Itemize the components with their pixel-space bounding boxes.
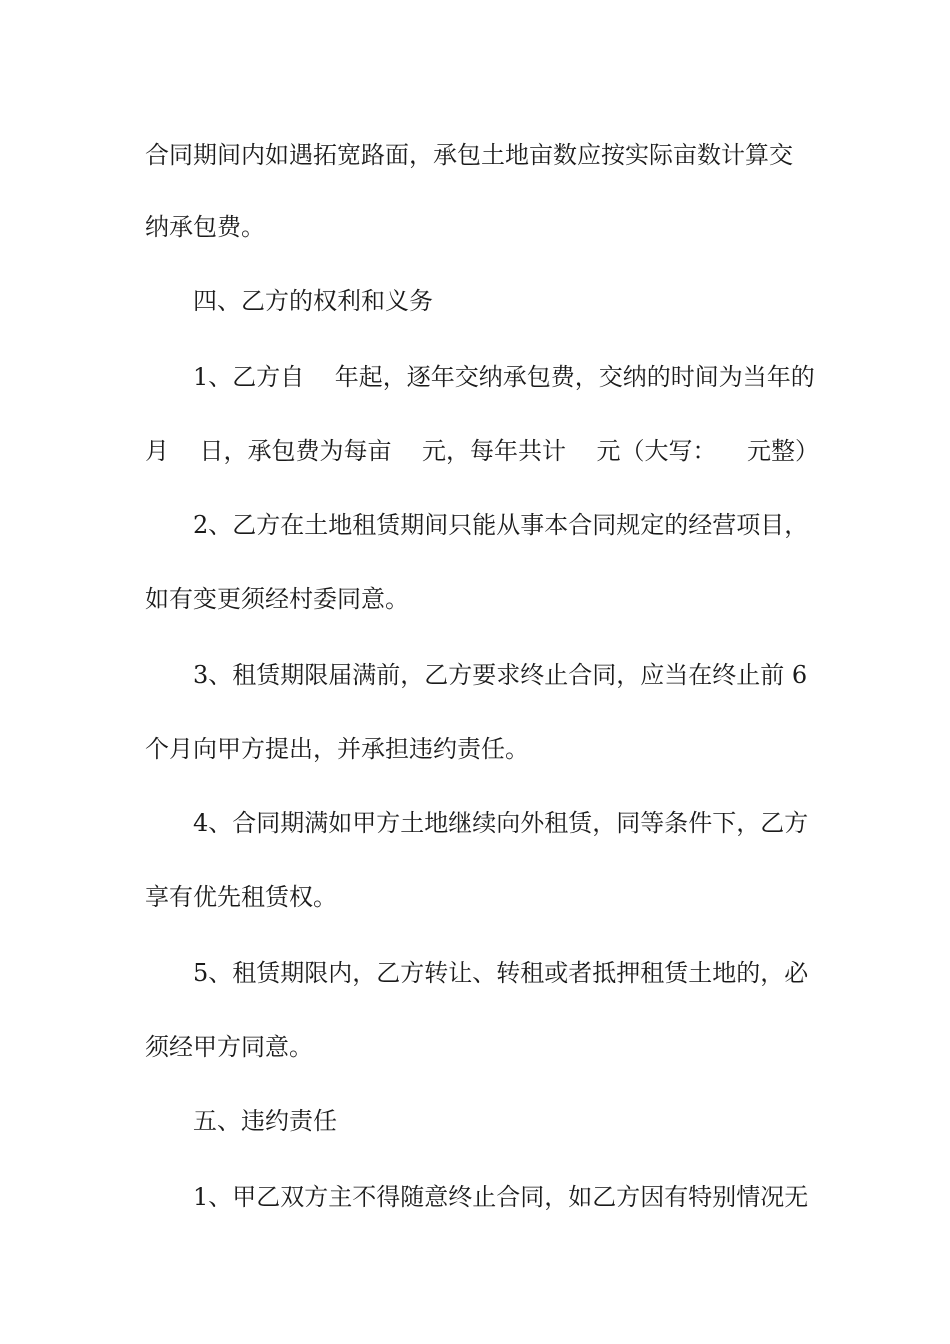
text-line: 1、乙方自 年起，逐年交纳承包费，交纳的时间为当年的 (193, 363, 815, 391)
text-line: 3、租赁期限届满前，乙方要求终止合同，应当在终止前 6 (193, 661, 808, 689)
text-line: 2、乙方在土地租赁期间只能从事本合同规定的经营项目， (193, 511, 809, 539)
text-line: 1、甲乙双方主不得随意终止合同，如乙方因有特别情况无 (193, 1183, 809, 1211)
section-heading: 四、乙方的权利和义务 (193, 287, 433, 315)
text-line: 5、租赁期限内，乙方转让、转租或者抵押租赁土地的，必 (193, 959, 809, 987)
text-line: 如有变更须经村委同意。 (145, 585, 409, 613)
section-heading: 五、违约责任 (193, 1107, 337, 1135)
text-line: 享有优先租赁权。 (145, 883, 337, 911)
text-line: 须经甲方同意。 (145, 1033, 313, 1061)
text-line: 4、合同期满如甲方土地继续向外租赁，同等条件下，乙方 (193, 809, 809, 837)
text-line: 合同期间内如遇拓宽路面，承包土地亩数应按实际亩数计算交 (145, 141, 793, 169)
text-line: 个月向甲方提出，并承担违约责任。 (145, 735, 529, 763)
text-line: 月 日，承包费为每亩 元，每年共计 元（大写： 元整） (145, 437, 820, 465)
text-line: 纳承包费。 (145, 213, 265, 241)
